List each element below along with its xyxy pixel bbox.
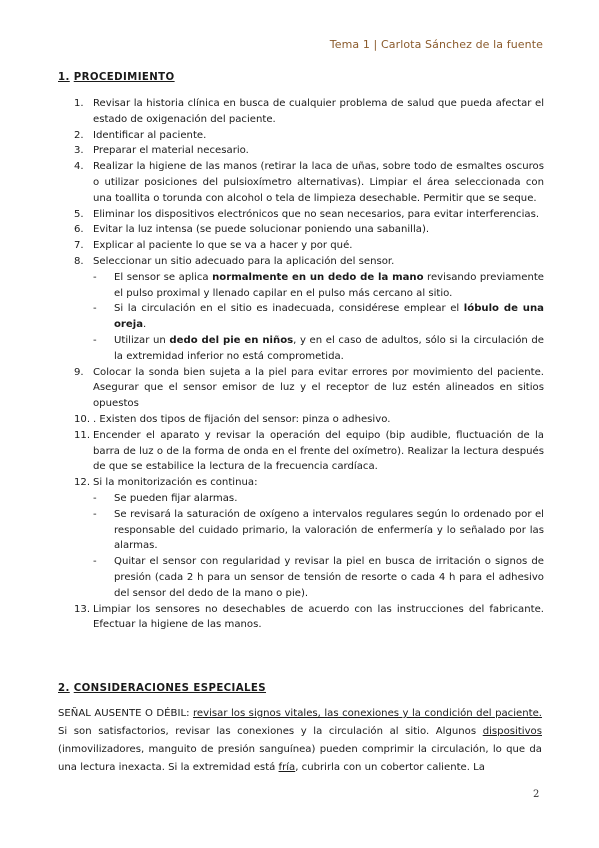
sub-text: . [143,319,147,331]
sub-item [93,270,544,302]
list-item [74,254,544,365]
underlined-text: revisar los signos vitales, las conexiones y la condición del paciente. [192,708,542,719]
emphasis-text: normalmente en un dedo de la mano [212,271,424,283]
dash-bullet: - [93,303,97,315]
paragraph-text: , cubrirla con un cobertor caliente. La [295,762,485,773]
running-header: Tema 1 | Carlota Sánchez de la fuente [329,38,543,51]
list-item [74,412,544,428]
list-item [74,96,544,128]
step-number: 12. [74,477,91,489]
step-text: Revisar la historia clínica en busca de cualquier problema de salud que pueda afectar el estado de oxigenación del paciente. [93,98,544,125]
section-number: 1. [58,72,70,83]
sub-text: Se revisará la saturación de oxígeno a intervalos regulares según lo ordenado por el responsable del cuidado primario, la valoración de enfermería y lo señalado por las alarmas. [114,508,544,552]
sub-text: El sensor se aplica [114,271,213,283]
step-text: Realizar la higiene de las manos (retirar la laca de uñas, sobre todo de esmaltes oscuros o utilizar posiciones del pulsioxímetro alternativas). Limpiar el área seleccionada con una toallita o torunda con alcohol o tela de limpieza desechable. Permitir que se seque. [93,161,544,204]
section-heading-consideraciones [58,683,266,694]
step-number: 8. [74,255,84,267]
step-text: . Existen dos tipos de fijación del sensor: pinza o adhesivo. [93,413,391,425]
step-text: Seleccionar un sitio adecuado para la aplicación del sensor. [93,255,395,267]
section-number: 2. [58,683,70,694]
list-item [74,238,544,254]
sub-text: Quitar el sensor con regularidad y revisar la piel en busca de irritación o signos de presión (cada 2 h para un sensor de tensión de resorte o cada 4 h para el adhesivo del sensor del dedo de la mano o pie). [114,556,544,599]
step-text: Encender el aparato y revisar la operación del equipo (bip audible, fluctuación de la barra de luz o de la forma de onda en el frente del oxímetro). Realizar la lectura después de que se estabilice la lectura de la frecuencia cardíaca. [93,429,544,473]
list-item [74,128,544,144]
list-item [74,159,544,206]
page-number: 2 [533,789,540,800]
sub-text: Utilizar un [114,334,170,346]
sub-text: Se pueden fijar alarmas. [114,492,238,504]
step-number: 10. [74,413,91,425]
step-number: 4. [74,161,84,173]
step-number: 7. [74,240,84,252]
dash-bullet: - [93,334,97,346]
paragraph-text: Si son satisfactorios, revisar las conexiones y la circulación al sitio. Algunos [58,726,483,737]
underlined-text: dispositivos [482,726,542,737]
list-item [74,602,544,634]
section-heading-procedimiento [58,72,175,83]
step-number: 9. [74,366,84,378]
sub-item [93,554,544,601]
dash-bullet: - [93,271,97,283]
section-title-text: CONSIDERACIONES ESPECIALES [73,683,267,694]
sub-item [93,507,544,554]
step-text: Evitar la luz intensa (se puede solucionar poniendo una sabanilla). [93,224,430,236]
list-item [74,365,544,412]
step-number: 2. [74,129,84,141]
step-text: Colocar la sonda bien sujeta a la piel para evitar errores por movimiento del paciente. Asegurar que el sensor emisor de luz y el receptor de luz estén alineados en sitios opuestos [93,366,544,410]
list-item [74,143,544,159]
procedure-steps-list [74,96,544,633]
step-text: Limpiar los sensores no desechables de acuerdo con las instrucciones del fabricante. Efectuar la higiene de las manos. [93,603,544,631]
sub-item [93,333,544,365]
step-number: 5. [74,208,84,220]
step-text: Preparar el material necesario. [93,145,249,157]
underlined-text: fría [278,762,296,773]
dash-bullet: - [93,556,97,568]
list-item [74,428,544,475]
paragraph-text: (inmovilizadores, manguito de presión sanguínea) pueden comprimir la circulación, lo que da una lectura inexacta. Si la extremidad está [58,744,542,773]
dash-bullet: - [93,492,97,504]
sub-text: , y en el caso de adultos, sólo si la circulación de la extremidad inferior no está comprometida. [114,334,545,362]
step-text: Si la monitorización es continua: [93,477,258,489]
dash-bullet: - [93,508,97,520]
step-text: Identificar al paciente. [93,129,207,141]
list-item [74,222,544,238]
step-text: Explicar al paciente lo que se va a hacer y por qué. [93,240,353,252]
section-title-text: PROCEDIMIENTO [73,72,175,83]
sub-text: revisando previamente el pulso proximal y llenado capilar en el pulso más cercano al sitio. [114,271,545,299]
step-number: 3. [74,145,84,157]
sub-item [93,491,544,507]
list-item [74,475,544,601]
step-number: 13. [74,603,91,615]
step-number: 6. [74,224,84,236]
body-paragraph [58,705,542,777]
step-number: 11. [74,429,91,441]
paragraph-lead: SEÑAL AUSENTE O DÉBIL: [58,708,190,719]
step-text: Eliminar los dispositivos electrónicos que no sean necesarios, para evitar interferencias. [93,208,540,220]
list-item [74,207,544,223]
sub-item [93,301,544,333]
sub-text: Si la circulación en el sitio es inadecuada, considérese emplear el [114,303,464,315]
step-number: 1. [74,98,84,109]
emphasis-text: dedo del pie en niños [169,334,294,346]
emphasis-text: lóbulo de una oreja [114,303,544,331]
